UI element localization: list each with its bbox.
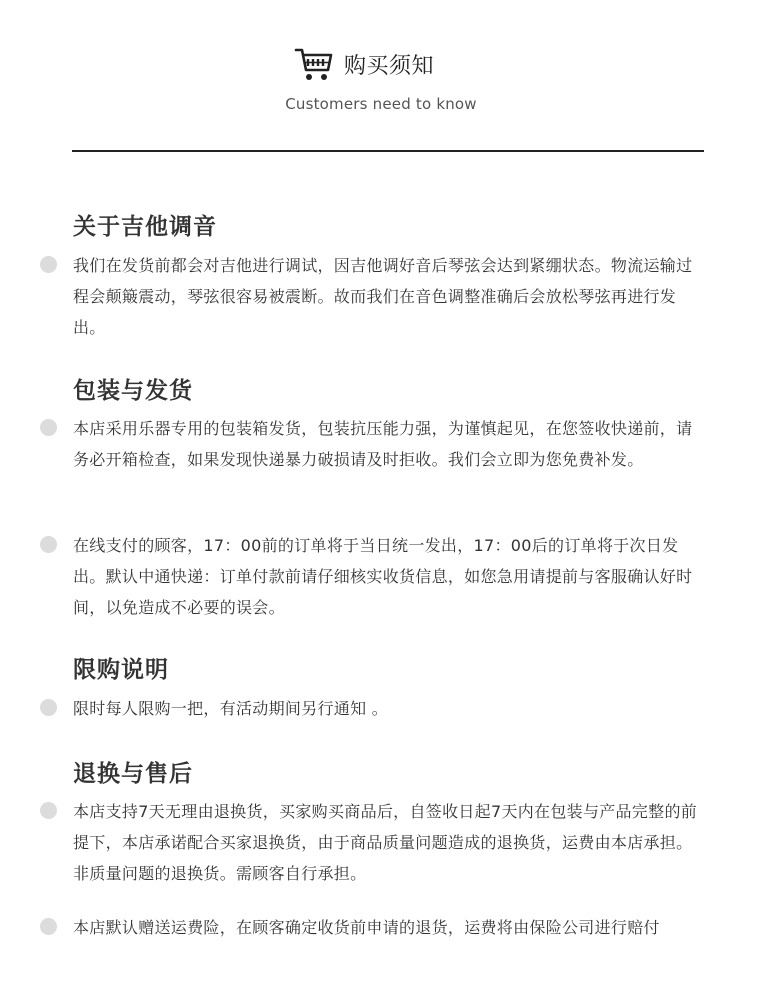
list-item-text: 本店采用乐器专用的包装箱发货，包装抗压能力强，为谨慎起见，在您签收快递前，请务必开箱检查，如果发现快递暴力破损请及时拒收。我们会立即为您免费补发。 <box>73 419 693 469</box>
list-item-text: 本店默认赠送运费险，在顾客确定收货前申请的退货，运费将由保险公司进行赔付 <box>73 918 660 937</box>
list-item <box>40 413 720 508</box>
section-title-guitar-tuning: 关于吉他调音 <box>73 214 217 240</box>
bullet-dot <box>40 918 57 935</box>
bullet-dot <box>40 699 57 716</box>
header-divider <box>72 150 704 152</box>
section-title-packaging-shipping: 包装与发货 <box>73 378 193 404</box>
list-item-text: 我们在发货前都会对吉他进行调试，因吉他调好音后琴弦会达到紧绷状态。物流运输过程会颠簸震动，琴弦很容易被震断。故而我们在音色调整准确后会放松琴弦再进行发出。 <box>73 256 693 337</box>
bullet-dot <box>40 536 57 553</box>
list-item <box>40 796 720 891</box>
list-item-text: 本店支持7天无理由退换货，买家购买商品后，自签收日起7天内在包装与产品完整的前提下，本店承诺配合买家退换货，由于商品质量问题造成的退换货，运费由本店承担。非质量问题的退换货。需顾客自行承担。 <box>73 802 698 883</box>
section-title-returns-aftersales: 退换与售后 <box>73 761 193 787</box>
list-item-text: 在线支付的顾客，17：00前的订单将于当日统一发出，17：00后的订单将于次日发出。默认中通快递：订单付款前请仔细核实收货信息，如您急用请提前与客服确认好时间，以免造成不必要的误会。 <box>73 536 693 617</box>
section-title-purchase-limit: 限购说明 <box>73 657 169 683</box>
list-item-text: 限时每人限购一把，有活动期间另行通知 。 <box>73 699 389 718</box>
page-subtitle: Customers need to know <box>285 95 477 113</box>
page-header <box>0 0 762 152</box>
list-item <box>40 250 720 345</box>
bullet-dot <box>40 256 57 273</box>
list-item <box>40 530 720 625</box>
bullet-dot <box>40 802 57 819</box>
list-item <box>40 912 720 944</box>
page-title: 购买须知 <box>344 53 435 79</box>
title-row <box>294 44 434 84</box>
list-item <box>40 693 720 725</box>
shopping-cart-icon <box>294 44 334 84</box>
bullet-dot <box>40 419 57 436</box>
